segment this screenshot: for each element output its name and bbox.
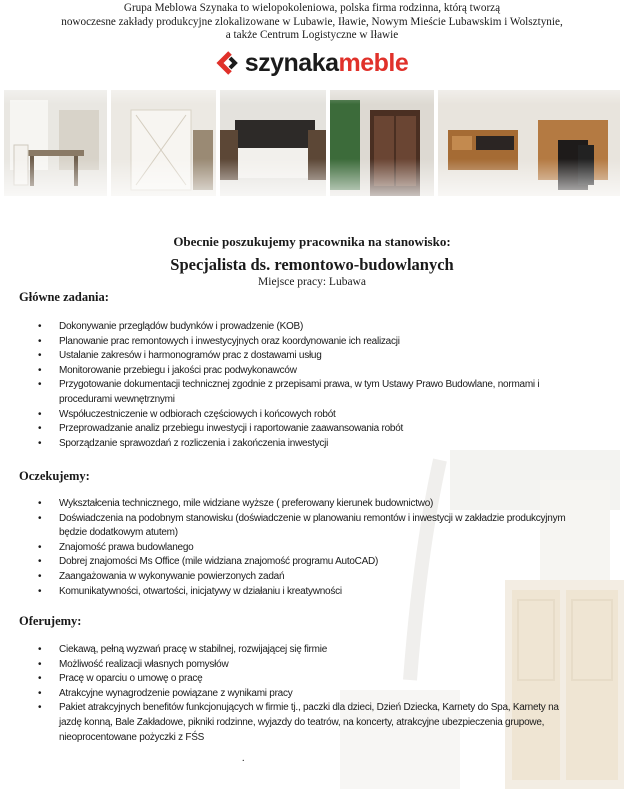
list-item: • Doświadczenia na podobnym stanowisku (doświadczenie w planowaniu remontów i inwestycji w zakładzie produkcyjnym będzie dodatkowym atutem) [38, 512, 573, 541]
company-intro [0, 2, 624, 43]
logo-text-meble: meble [338, 49, 409, 77]
list-item: • Przygotowanie dokumentacji technicznej zgodnie z przepisami prawa, w tym Ustawy Prawo Budowlane, normami i procedurami wewnętrznymi [38, 378, 578, 407]
logo-text-szynaka: szynaka [244, 49, 339, 77]
list-item: • Zaangażowania w wykonywanie powierzonych zadań [38, 570, 573, 585]
intro-line-1: Grupa Meblowa Szynaka to wielopokoleniowa, polska firma rodzinna, którą tworzą [123, 2, 501, 14]
tasks-list [38, 320, 578, 451]
list-item: • Dobrej znajomości Ms Office (mile widziana znajomość programu AutoCAD) [38, 555, 573, 570]
list-item: • Znajomość prawa budowlanego [38, 541, 573, 556]
list-item: • Sporządzanie sprawozdań z rozliczenia i zakończenia inwestycji [38, 437, 578, 452]
list-item: • Planowanie prac remontowych i inwestycyjnych oraz koordynowanie ich realizacji [38, 335, 578, 350]
photo-strip-fade [0, 84, 624, 220]
job-location: Miejsce pracy: Lubawa [258, 276, 366, 288]
tasks-section-title: Główne zadania: [19, 290, 109, 304]
list-item: • Ustalanie zakresów i harmonogramów prac z dostawami usług [38, 349, 578, 364]
list-item: • Przeprowadzanie analiz przebiegu inwestycji i raportowanie zaawansowania robót [38, 422, 578, 437]
job-heading: Obecnie poszukujemy pracownika na stanowisko: [173, 234, 451, 249]
list-item: • Współuczestniczenie w odbiorach częściowych i końcowych robót [38, 408, 578, 423]
list-item: • Dokonywanie przeglądów budynków i prowadzenie (KOB) [38, 320, 578, 335]
list-item: • Monitorowanie przebiegu i jakości prac podwykonawców [38, 364, 578, 379]
list-item: • Ciekawą, pełną wyzwań pracę w stabilnej, rozwijającej się firmie [38, 643, 578, 658]
offer-section-title: Oferujemy: [19, 614, 82, 628]
furniture-photo-strip [0, 84, 624, 220]
footer-mark: . [242, 753, 245, 764]
list-item: • Pakiet atrakcyjnych benefitów funkcjonujących w firmie tj., paczki dla dzieci, Dzień Dziecka, Karnety do Spa, Karnety na jazdę konną, Bale Zakładowe, pikniki rodzinne, wyjazdy do teatrów, na koncerty, atrakcyjne ubezpieczenia grupowe, nieoprocentowane pożyczki z FŚS [38, 701, 578, 745]
logo-chevron-icon [216, 51, 242, 75]
expect-section-title: Oczekujemy: [19, 469, 90, 483]
list-item: • Komunikatywności, otwartości, inicjatywy w działaniu i kreatywności [38, 585, 573, 600]
list-item: • Atrakcyjne wynagrodzenie powiązane z wynikami pracy [38, 687, 578, 702]
intro-line-2: nowoczesne zakłady produkcyjne zlokalizowane w Lubawie, Iławie, Nowym Mieście Lubawskim i Wolsztynie, [61, 15, 563, 28]
offer-list [38, 643, 578, 745]
expect-list [38, 497, 573, 599]
company-logo [0, 48, 624, 78]
list-item: • Możliwość realizacji własnych pomysłów [38, 658, 578, 673]
job-title: Specjalista ds. remontowo-budowlanych [170, 255, 454, 274]
list-item: • Pracę w oparciu o umowę o pracę [38, 672, 578, 687]
list-item: • Wykształcenia technicznego, mile widziane wyższe ( preferowany kierunek budownictwo) [38, 497, 573, 512]
intro-line-3: a także Centrum Logistyczne w Iławie [225, 29, 399, 41]
